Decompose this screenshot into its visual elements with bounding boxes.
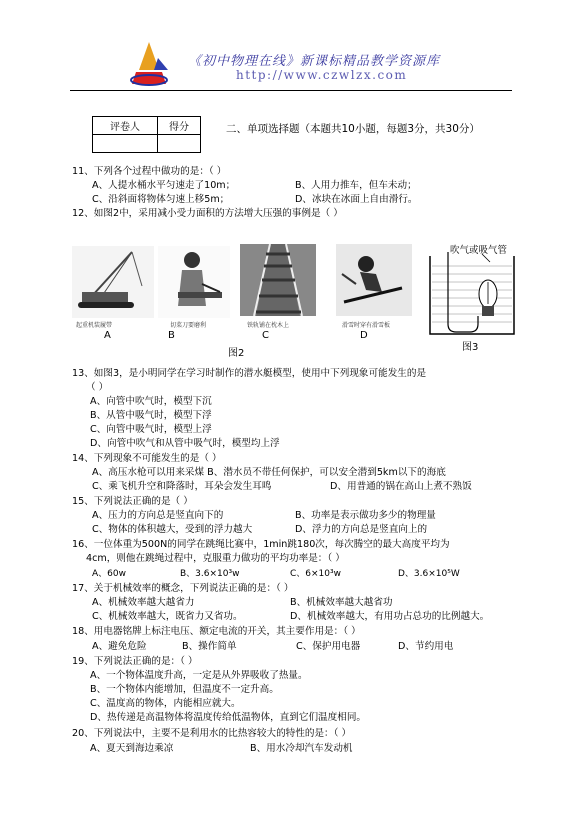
option-17c: C、机械效率越大，既省力又省功。 bbox=[92, 611, 243, 622]
question-17: 17、关于机械效率的概念，下列说法正确的是：（ ） bbox=[72, 583, 294, 594]
option-20a: A、夏天到海边乘凉 bbox=[90, 743, 174, 754]
header-divider bbox=[70, 90, 512, 91]
question-19: 19、下列说法正确的是：（ ） bbox=[72, 656, 198, 667]
figure2-label: 图2 bbox=[228, 348, 245, 359]
question-13: 13、如图3，是小明同学在学习时制作的潜水艇模型，使用中下列现象可能发生的是 bbox=[72, 368, 427, 379]
option-11b: B、人用力推车，但车未动； bbox=[295, 180, 417, 191]
option-19d: D、热传递是高温物体将温度传给低温物体，直到它们温度相同。 bbox=[90, 712, 367, 723]
option-16a: A、60w bbox=[92, 569, 126, 579]
option-16c: C、6×10³w bbox=[290, 569, 341, 579]
option-17a: A、机械效率越大越省力 bbox=[92, 597, 195, 608]
option-15d: D、浮力的方向总是竖直向上的 bbox=[295, 524, 428, 535]
question-18: 18、用电器铭牌上标注电压、额定电流的开关，其主要作用是：（ ） bbox=[72, 626, 361, 637]
question-12: 12、如图2中，采用减小受力面积的方法增大压强的事例是（ ） bbox=[72, 208, 343, 219]
option-15b: B、功率是表示做功多少的物理量 bbox=[295, 510, 436, 521]
figure2-caption-d: 滑雪时穿有滑雪板 bbox=[342, 322, 391, 329]
option-13b: B、从管中吸气时，模型下浮 bbox=[90, 410, 212, 421]
section-title: 二、单项选择题（本题共10小题，每题3分，共30分） bbox=[226, 123, 480, 135]
option-17b: B、机械效率越大越省功 bbox=[290, 597, 393, 608]
option-18a: A、避免危险 bbox=[92, 641, 147, 652]
option-11a: A、人提水桶水平匀速走了10m； bbox=[92, 180, 236, 191]
option-15c: C、物体的体积越大，受到的浮力越大 bbox=[92, 524, 253, 535]
option-19a: A、一个物体温度升高，一定是从外界吸收了热量。 bbox=[90, 670, 308, 681]
figure2-letter-c: C bbox=[262, 330, 269, 341]
score-table-reviewer: 评卷人 bbox=[93, 117, 158, 135]
option-13d: D、向管中吹气和从管中吸气时，模型均上浮 bbox=[90, 438, 280, 449]
score-table bbox=[92, 116, 201, 153]
figure2-letter-d: D bbox=[360, 330, 368, 341]
figure2-caption-b: 切菜刀要磨利 bbox=[170, 322, 207, 329]
score-table-score-cell[interactable] bbox=[158, 135, 201, 153]
option-20b: B、用水冷却汽车发动机 bbox=[250, 743, 353, 754]
question-14: 14、下列现象不可能发生的是（ ） bbox=[72, 453, 222, 464]
figure2-image-b bbox=[158, 246, 230, 318]
figure3-label: 图3 bbox=[462, 342, 479, 353]
question-11: 11、下列各个过程中做功的是：（ ） bbox=[72, 166, 227, 177]
header-title: 《初中物理在线》新课标精品教学资源库 bbox=[188, 54, 441, 69]
option-17d: D、机械效率越大，有用功占总功的比例越大。 bbox=[290, 611, 490, 622]
option-14c: C、乘飞机升空和降落时，耳朵会发生耳鸣 bbox=[92, 481, 272, 492]
option-14ab: A、高压水枪可以用来采煤 B、潜水员不带任何保护，可以安全潜到5km以下的海底 bbox=[92, 467, 446, 478]
question-16: 16、一位体重为500N的同学在跳绳比赛中，1min跳180次，每次腾空的最大高度平均为 bbox=[72, 539, 450, 550]
question-16-cont: 4cm，则他在跳绳过程中，克服重力做功的平均功率是：（ ） bbox=[86, 553, 345, 564]
option-18b: B、操作简单 bbox=[182, 641, 237, 652]
option-11d: D、冰块在冰面上自由滑行。 bbox=[295, 194, 418, 205]
score-table-score: 得分 bbox=[158, 117, 201, 135]
figure2-letter-b: B bbox=[168, 330, 175, 341]
figure2-caption-c: 铁轨铺在枕木上 bbox=[247, 322, 290, 329]
option-14d: D、用普通的锅在高山上煮不熟饭 bbox=[330, 481, 472, 492]
question-20: 20、下列说法中，主要不是利用水的比热容较大的特性的是：（ ） bbox=[72, 728, 352, 739]
figure3-tube-label: 吹气或吸气管 bbox=[450, 245, 508, 256]
option-18c: C、保护用电器 bbox=[296, 641, 361, 652]
question-13-blank: （ ） bbox=[86, 382, 109, 393]
option-16d: D、3.6×10⁵W bbox=[398, 569, 460, 579]
figure2-image-c bbox=[240, 244, 316, 316]
figure2-image-a bbox=[72, 246, 154, 318]
site-logo bbox=[128, 40, 170, 88]
header-url[interactable]: http://www.czwlzx.com bbox=[236, 68, 408, 82]
figure3-image bbox=[426, 252, 520, 336]
option-18d: D、节约用电 bbox=[398, 641, 454, 652]
option-19c: C、温度高的物体，内能相应就大。 bbox=[90, 698, 241, 709]
figure2-caption-a: 起重机装履带 bbox=[76, 322, 113, 329]
figure2-image-d bbox=[336, 244, 412, 316]
figure2-letter-a: A bbox=[104, 330, 111, 341]
option-15a: A、压力的方向总是竖直向下的 bbox=[92, 510, 224, 521]
option-19b: B、一个物体内能增加，但温度不一定升高。 bbox=[90, 684, 279, 695]
option-13c: C、向管中吸气时，模型上浮 bbox=[90, 424, 212, 435]
option-11c: C、沿斜面将物体匀速上移5m； bbox=[92, 194, 230, 205]
question-15: 15、下列说法正确的是（ ） bbox=[72, 496, 193, 507]
option-16b: B、3.6×10³w bbox=[180, 569, 240, 579]
option-13a: A、向管中吹气时，模型下沉 bbox=[90, 396, 212, 407]
score-table-reviewer-cell[interactable] bbox=[93, 135, 158, 153]
